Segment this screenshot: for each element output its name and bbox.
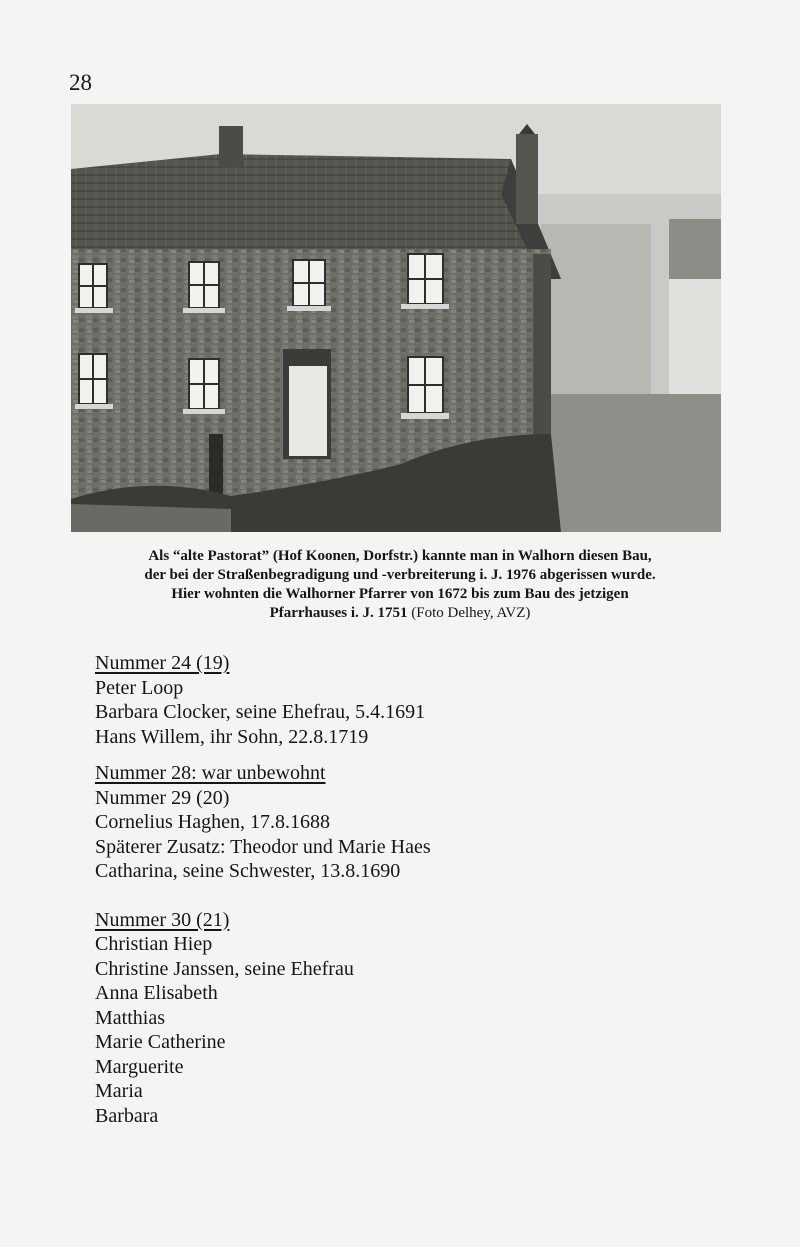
photo-credit: (Foto Delhey, AVZ)	[411, 605, 531, 621]
entry-line: Anna Elisabeth	[95, 982, 218, 1004]
entry-heading: Nummer 24 (19)	[95, 652, 230, 674]
entry-line: Marguerite	[95, 1055, 184, 1078]
entry-line: Hans Willem, ihr Sohn, 22.8.1719	[95, 725, 369, 748]
household-entry	[95, 761, 431, 884]
caption-line: Als “alte Pastorat” (Hof Koonen, Dorfstr.) kannte man in Walhorn diesen Bau,	[148, 548, 652, 564]
caption-line: der bei der Straßenbegradigung und -verbreiterung i. J. 1976 abgerissen wurde.	[144, 567, 656, 583]
caption-text: Pfarrhauses i. J. 1751	[269, 605, 408, 621]
household-entry	[95, 651, 431, 749]
entry-line: Barbara Clocker, seine Ehefrau, 5.4.1691	[95, 701, 426, 723]
house-photo	[71, 104, 721, 532]
entry-line: Maria	[95, 1080, 143, 1102]
entry-line: Barbara	[95, 1104, 159, 1127]
entry-line: Cornelius Haghen, 17.8.1688	[95, 811, 330, 833]
page-number: 28	[69, 70, 92, 95]
entry-line: Späterer Zusatz: Theodor und Marie Haes	[95, 835, 431, 858]
entry-line: Christian Hiep	[95, 933, 213, 955]
entry-heading: Nummer 30 (21)	[95, 908, 230, 931]
entry-line: Nummer 29 (20)	[95, 786, 230, 809]
entry-line: Christine Janssen, seine Ehefrau	[95, 957, 354, 980]
entry-line: Peter Loop	[95, 676, 184, 699]
entry-line: Catharina, seine Schwester, 13.8.1690	[95, 860, 401, 882]
entry-heading: Nummer 28: war unbewohnt	[95, 762, 326, 784]
household-list	[95, 651, 431, 1128]
caption-line: Hier wohnten die Walhorner Pfarrer von 1672 bis zum Bau des jetzigen	[171, 586, 629, 602]
photo-caption	[60, 547, 740, 623]
caption-line	[60, 604, 740, 623]
entry-line: Matthias	[95, 1006, 165, 1029]
entry-line: Marie Catherine	[95, 1031, 226, 1053]
household-entry	[95, 908, 431, 1129]
house-photo-illustration	[71, 104, 721, 532]
